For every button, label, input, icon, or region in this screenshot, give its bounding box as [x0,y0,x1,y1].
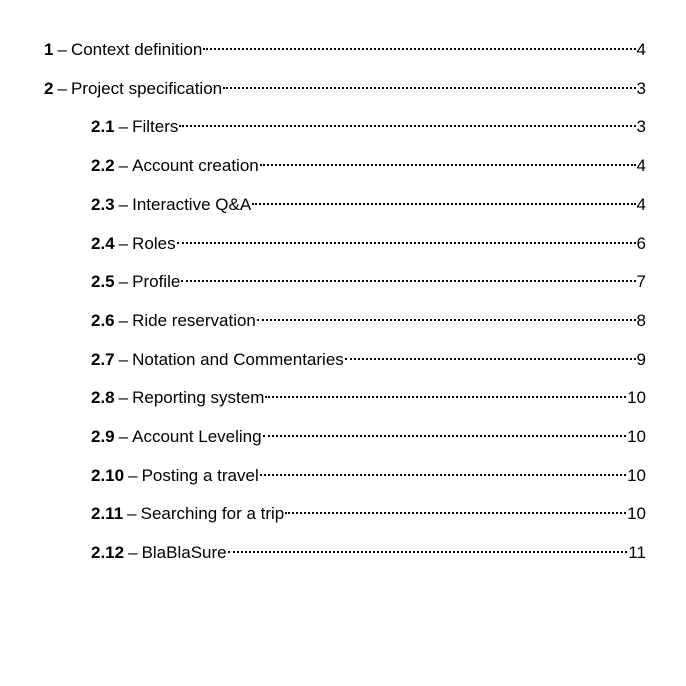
toc-entry-separator: – [127,504,137,523]
dot-leader [179,110,635,132]
dot-leader [181,265,635,287]
toc-entry-title: Notation and Commentaries [132,350,344,369]
toc-entry-page: 4 [636,156,646,175]
dot-leader [228,536,628,558]
toc-entry-title: BlaBlaSure [141,543,227,562]
toc-entry-number: 2.6 [91,311,115,330]
toc-entry-title: Interactive Q&A [132,195,252,214]
toc-entry-2-7[interactable] [91,343,646,371]
toc-entry-separator: – [118,311,129,330]
dot-leader [223,72,635,94]
dot-leader [257,304,636,326]
toc-entry-2[interactable] [44,72,646,100]
toc-entry-2-9[interactable] [91,420,646,448]
toc-entry-1[interactable] [44,33,646,61]
toc-entry-number: 2.9 [91,427,115,446]
toc-entry-2-1[interactable] [91,110,646,138]
toc-entry-separator: – [118,350,129,369]
toc-entry-number: 2.11 [91,504,124,523]
toc-entry-number: 2 [44,79,54,98]
toc-entry-title: Context definition [70,40,203,59]
toc-entry-2-10[interactable] [91,459,646,487]
toc-entry-separator: – [57,40,67,59]
toc-entry-title: Account Leveling [132,427,262,446]
dot-leader [265,381,626,403]
toc-entry-number: 2.10 [91,466,125,485]
toc-entry-separator: – [118,117,129,136]
toc-entry-2-4[interactable] [91,227,646,255]
toc-entry-2-12[interactable] [91,536,646,564]
toc-entry-page: 4 [636,195,646,214]
dot-leader [260,459,626,481]
dot-leader [285,497,626,519]
dot-leader [345,343,636,365]
toc-entry-page: 10 [627,504,646,523]
toc-entry-separator: – [118,272,129,291]
toc-entry-number: 2.7 [91,350,115,369]
toc-entry-page: 10 [627,427,646,446]
toc-entry-number: 2.5 [91,272,115,291]
toc-entry-title: Filters [132,117,179,136]
toc-entry-separator: – [118,195,129,214]
toc-entry-page: 6 [636,234,646,253]
toc-entry-2-2[interactable] [91,149,646,177]
toc-entry-title: Profile [132,272,181,291]
toc-entry-number: 2.4 [91,234,115,253]
toc-entry-page: 7 [636,272,646,291]
toc-entry-separator: – [128,466,138,485]
dot-leader [260,149,636,171]
toc-entry-title: Roles [132,234,176,253]
toc-entry-title: Account creation [132,156,259,175]
toc-entry-page: 4 [636,40,646,59]
toc-entry-separator: – [118,234,129,253]
toc-entry-page: 8 [636,311,646,330]
toc-entry-separator: – [118,156,129,175]
toc-entry-title: Searching for a trip [140,504,285,523]
toc-entry-number: 2.3 [91,195,115,214]
toc-entry-number: 2.8 [91,388,115,407]
toc-entry-title: Ride reservation [132,311,256,330]
dot-leader [263,420,626,442]
toc-entry-2-6[interactable] [91,304,646,332]
toc-entry-separator: – [118,388,129,407]
toc-entry-2-11[interactable] [91,497,646,525]
toc-entry-title: Project specification [70,79,223,98]
toc-entry-number: 1 [44,40,54,59]
toc-entry-page: 10 [627,466,646,485]
toc-entry-number: 2.2 [91,156,115,175]
toc-entry-page: 3 [636,79,646,98]
toc-entry-page: 9 [636,350,646,369]
toc-entry-title: Reporting system [132,388,265,407]
toc-entry-2-3[interactable] [91,188,646,216]
toc-entry-2-5[interactable] [91,265,646,293]
dot-leader [177,227,636,249]
toc-entry-2-8[interactable] [91,381,646,409]
toc-entry-number: 2.1 [91,117,115,136]
dot-leader [203,33,635,55]
toc-entry-page: 10 [627,388,646,407]
toc-entry-number: 2.12 [91,543,125,562]
toc-entry-title: Posting a travel [141,466,259,485]
toc-entry-separator: – [128,543,138,562]
dot-leader [252,188,635,210]
toc-entry-page: 3 [636,117,646,136]
toc-entry-page: 11 [628,543,646,562]
toc-entry-separator: – [118,427,129,446]
toc-entry-separator: – [57,79,67,98]
